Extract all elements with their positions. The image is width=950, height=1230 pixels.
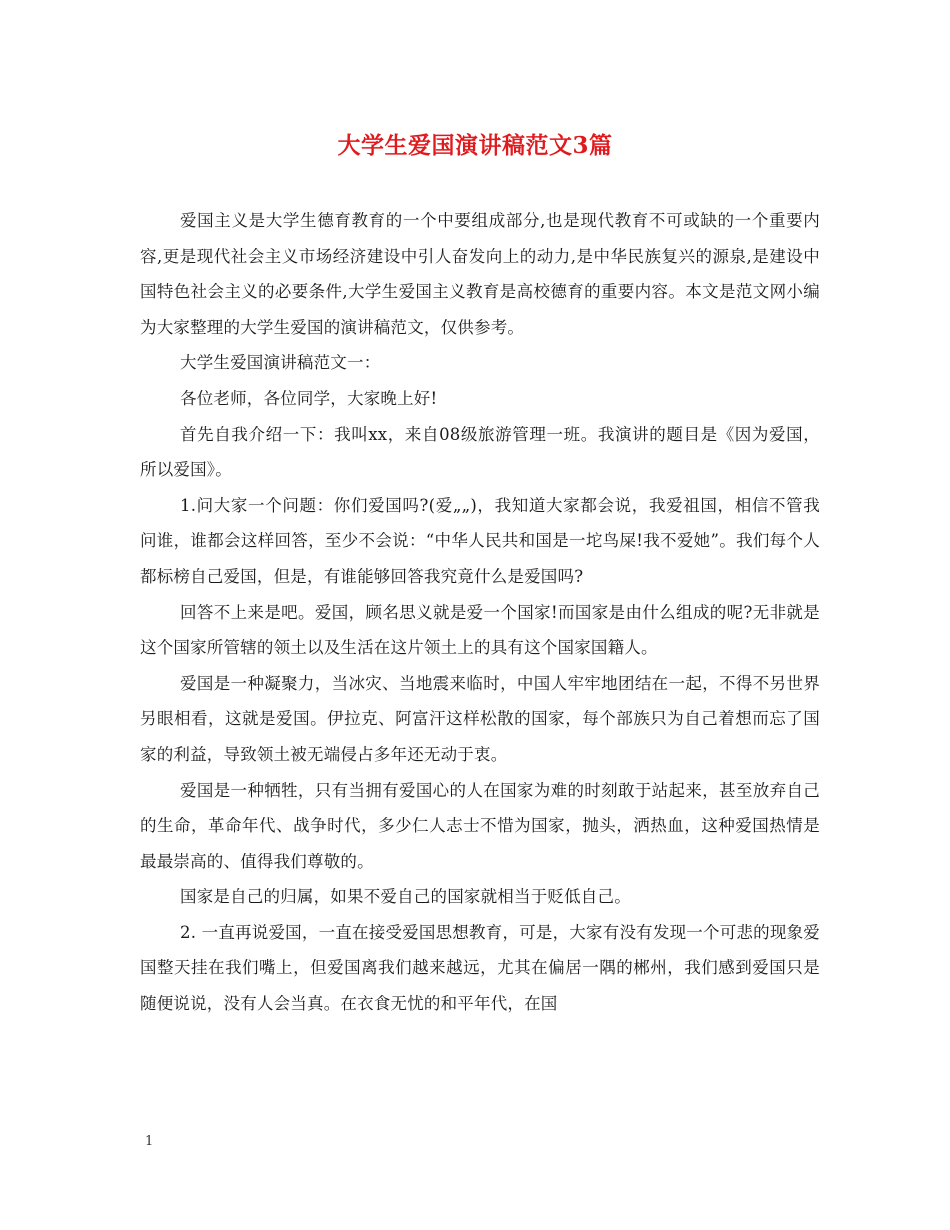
paragraph-belonging: 国家是自己的归属，如果不爱自己的国家就相当于贬低自己。 xyxy=(180,887,631,907)
paragraph-section-heading: 大学生爱国演讲稿范文一： xyxy=(180,353,381,373)
paragraph-question: 1.问大家一个问题：你们爱国吗?(爱„„)，我知道大家都会说，我爱祖国，相信不管我问谁，谁都会这样回答，至少不会说：“中华人民共和国是一坨鸟屎!我不爱她”。我们每个人都标榜自己爱国，但是，有谁能够回答我究竟什么是爱国吗? xyxy=(140,495,820,586)
document-title: 大学生爱国演讲稿范文3篇 xyxy=(337,132,613,159)
paragraph-sacrifice: 爱国是一种牺牲，只有当拥有爱国心的人在国家为难的时刻敢于站起来，甚至放弃自己的生命，革命年代、战争时代，多少仁人志士不惜为国家，抛头，洒热血，这种爱国热情是最最崇高的、值得我们尊敬的。 xyxy=(140,780,820,871)
paragraph-self-introduction: 首先自我介绍一下：我叫xx，来自08级旅游管理一班。我演讲的题目是《因为爱国，所以爱国》。 xyxy=(140,424,820,480)
paragraph-intro: 爱国主义是大学生德育教育的一个中要组成部分,也是现代教育不可或缺的一个重要内容,更是现代社会主义市场经济建设中引人奋发向上的动力,是中华民族复兴的源泉,是建设中国特色社会主义的必要条件,大学生爱国主义教育是高校德育的重要内容。本文是范文网小编为大家整理的大学生爱国的演讲稿范文，仅供参考。 xyxy=(140,211,820,337)
page-number: 1 xyxy=(145,1134,154,1149)
paragraph-reflection: 2. 一直再说爱国，一直在接受爱国思想教育，可是，大家有没有发现一个可悲的现象爱国整天挂在我们嘴上，但爱国离我们越来越远，尤其在偏居一隅的郴州，我们感到爱国只是随便说说，没有人会当真。在衣食无忧的和平年代，在国 xyxy=(140,922,820,1014)
paragraph-cohesion: 爱国是一种凝聚力，当冰灾、当地震来临时，中国人牢牢地团结在一起，不得不另世界另眼相看，这就是爱国。伊拉克、阿富汗这样松散的国家，每个部族只为自己着想而忘了国家的利益，导致领土被无端侵占多年还无动于衷。 xyxy=(140,673,820,764)
document-body xyxy=(140,203,820,1022)
paragraph-greeting: 各位老师，各位同学，大家晚上好! xyxy=(180,388,438,408)
paragraph-answer: 回答不上来是吧。爱国，顾名思义就是爱一个国家!而国家是由什么组成的呢?无非就是这个国家所管辖的领土以及生活在这片领土上的具有这个国家国籍人。 xyxy=(140,602,820,658)
